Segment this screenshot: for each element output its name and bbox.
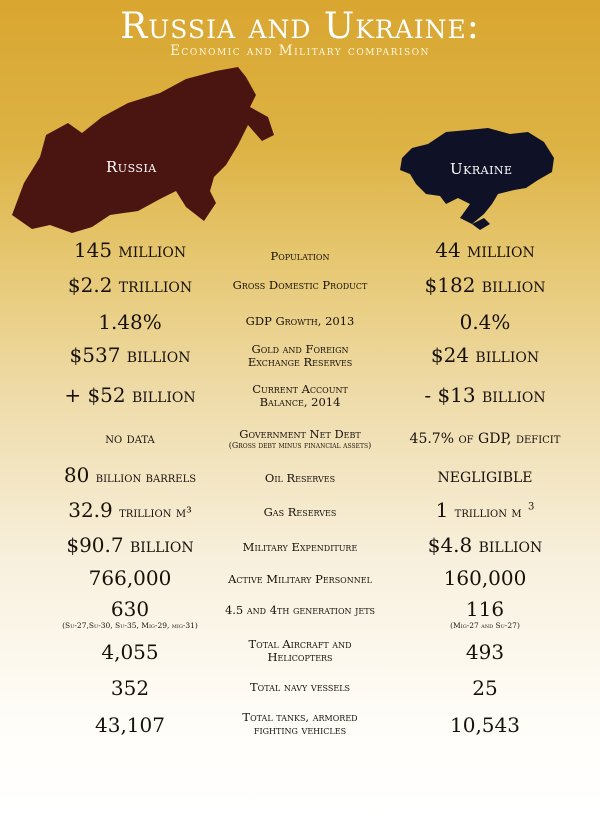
ukraine-value: 493	[465, 640, 505, 664]
stat-row-net-debt	[0, 428, 600, 458]
metric-label-line-2: fighting vehicles	[253, 723, 347, 737]
ukraine-value: 116	[465, 597, 505, 621]
russia-value: no data	[105, 431, 155, 447]
metric-label: 4.5 and 4th generation jets	[224, 603, 376, 617]
russia-value: 4,055	[101, 640, 159, 664]
ukraine-value: $24 billion	[430, 343, 540, 367]
stat-row-gdp	[0, 273, 600, 303]
stat-row-oil-reserves	[0, 463, 600, 493]
russia-value-unit: trillion m³	[119, 505, 192, 521]
metric-label-line-1: Gold and Foreign	[251, 342, 349, 356]
russia-map	[10, 65, 275, 235]
ukraine-map-label: Ukraine	[450, 160, 513, 178]
page-title: Russia and Ukraine:	[120, 6, 480, 47]
russia-value-number: 80	[63, 463, 90, 487]
russia-value-unit: billion barrels	[95, 470, 197, 486]
stat-row-current-account	[0, 383, 600, 413]
metric-label-line-1: Total Aircraft and	[248, 637, 352, 651]
ukraine-value: $182 billion	[424, 273, 546, 297]
ukraine-value: 25	[472, 676, 498, 700]
metric-label: Military Expenditure	[242, 540, 358, 554]
russia-value-note: (Su-27,Su-30, Su-35, Mig-29, mig-31)	[62, 621, 198, 630]
metric-label: Total navy vessels	[249, 680, 351, 694]
page-subtitle: Economic and Military comparison	[170, 43, 430, 59]
metric-label: Gas Reserves	[263, 505, 337, 519]
russia-map-label: Russia	[106, 158, 157, 176]
ukraine-value: 10,543	[450, 713, 520, 737]
metric-label	[205, 711, 395, 737]
russia-value: 630	[110, 597, 150, 621]
ukraine-value-number: 1	[435, 498, 449, 522]
russia-value: $2.2 trillion	[67, 273, 193, 297]
metric-label	[205, 428, 395, 450]
metric-label-line-1: Total tanks, armored	[242, 710, 358, 724]
stat-row-aircraft	[0, 637, 600, 670]
ukraine-value: - $13 billion	[424, 383, 546, 407]
ukraine-value: negligible	[437, 463, 533, 487]
ukraine-value-superscript: 3	[528, 501, 535, 513]
metric-label	[205, 383, 395, 409]
stat-row-reserves	[0, 343, 600, 373]
ukraine-value: $4.8 billion	[427, 533, 543, 557]
stat-row-navy	[0, 676, 600, 706]
stat-row-gdp-growth	[0, 310, 600, 340]
metric-label-line-2: Balance, 2014	[259, 395, 341, 409]
russia-value	[30, 463, 230, 487]
metric-label: Gross Domestic Product	[232, 278, 368, 292]
russia-value	[30, 498, 230, 522]
russia-value: 766,000	[88, 566, 172, 590]
ukraine-value: 0.4%	[459, 310, 511, 334]
metric-label	[205, 638, 395, 664]
russia-value-number: 32.9	[68, 498, 113, 522]
metric-label-line-2: Exchange Reserves	[247, 355, 353, 369]
stat-row-active-personnel	[0, 566, 600, 596]
stat-row-population	[0, 238, 600, 268]
metric-label: Active Military Personnel	[228, 572, 372, 586]
ukraine-value	[385, 498, 585, 522]
metric-label: Oil Reserves	[264, 471, 336, 485]
stat-row-gas-reserves	[0, 498, 600, 528]
metric-label: Population	[270, 249, 330, 263]
stat-row-military-expenditure	[0, 533, 600, 563]
metric-label: GDP Growth, 2013	[245, 314, 355, 328]
ukraine-value-unit: trillion m	[454, 505, 522, 521]
russia-value: 145 million	[73, 238, 187, 262]
metric-sublabel: (Gross debt minus financial assets)	[228, 441, 372, 450]
russia-value: 1.48%	[98, 310, 162, 334]
metric-label	[205, 343, 395, 369]
ukraine-value: 44 million	[435, 238, 535, 262]
ukraine-value: 45.7% of GDP, deficit	[409, 431, 561, 447]
metric-label-line-1: Current Account	[252, 382, 348, 396]
russia-value: 43,107	[95, 713, 165, 737]
russia-value: $90.7 billion	[66, 533, 194, 557]
stat-row-jets	[0, 597, 600, 630]
ukraine-value: 160,000	[443, 566, 527, 590]
ukraine-map	[398, 126, 558, 234]
russia-value: $537 billion	[69, 343, 191, 367]
metric-label-line-1: Government Net Debt	[239, 427, 361, 441]
metric-label-line-2: Helicopters	[267, 650, 333, 664]
russia-value: 352	[110, 676, 150, 700]
stat-row-tanks	[0, 710, 600, 743]
ukraine-value-note: (Mig-27 and Su-27)	[450, 621, 520, 630]
russia-value: + $52 billion	[64, 383, 196, 407]
